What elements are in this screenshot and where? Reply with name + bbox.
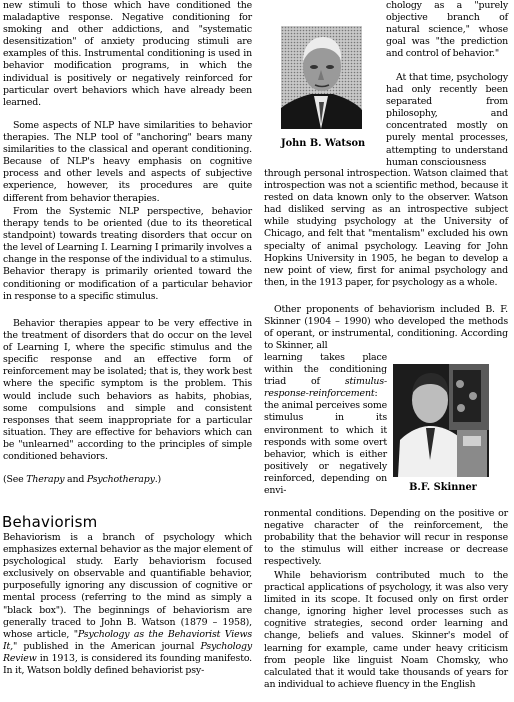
watson-caption: John B. Watson: [281, 138, 366, 149]
watson-portrait-image: [281, 26, 362, 129]
article-title: Psychology as the Behaviorist Views It,: [3, 628, 253, 652]
behaviorism-text-c: in 1913, is considered its founding manifesto. In it, Watson boldly defined behaviorist psy-: [3, 652, 252, 677]
paragraph-nlp-similarities: Some aspects of NLP have similarities to behavior therapies. The NLP tool of "anchoring" bears many similarities to the classical and operant conditioning. Because of NLP's heavy emphasis on cognitive process and other levels and aspects of subjective experience, however, its procedures are quite different from behavior therapies.: [3, 120, 252, 204]
paragraph-behaviorism-limits: While behaviorism contributed much to the practical applications of psychology, it was also very limited in its scope. It focused only on first order change, ignoring higher level processes such as cognitive strategies, second order learning and change, beliefs and values. Skinner's model of learning for example, came under heavy criticism from people like linguist Noam Chomsky, who calculated that it would take thousands of years for an individual to achieve fluency in the English: [264, 570, 508, 690]
see-therapy-link: Therapy: [26, 474, 65, 485]
paragraph-other-proponents: Other proponents of behaviorism included B. F. Skinner (1904 – 1990) who developed the methods of operant, or instrumental, conditioning. According to Skinner, all: [264, 304, 508, 352]
see-also: [3, 474, 252, 486]
paragraph-conditioning: new stimuli to those which have conditioned the maladaptive response. Negative conditioning for smoking and other addictions, and "systematic desensitization" of anxiety producing stimuli are examples of this. Instrumental conditioning is used in behavior modification programs, in which the individual is positively or negatively reinforced for particular overt behaviors which have already been learned.: [3, 0, 252, 108]
paragraph-behavior-therapies: Behavior therapies appear to be very effective in the treatment of disorders that do occur on the level of Learning I, where the specific stimulus and the specific response and an effective form of reinforcement may be isolated; that is, they work best where the specific symptom is the problem. This would include such behaviors as habits, phobias, some compulsions and simple and consistent responses that seem inappropriate for a particular situation. They are effective for behaviors which can be "unlearned" according to the principles of simple conditioned behaviors.: [3, 318, 252, 463]
paragraph-skinner-learning: [264, 352, 387, 497]
behaviorism-text-b: " published in the American journal: [13, 640, 201, 652]
paragraph-introspection-b: through personal introspection. Watson claimed that introspection was not a scientific method, because it rested on data known only to the observer. Watson had disliked serving as an introspective subject while studying psychology at the University of Chicago, and felt that "mentalism" excluded his own specialty of animal psychology. Leaving for John Hopkins University in 1905, he began to develop a new point of view, first for animal psychology and then, in the 1913 paper, for psychology as a whole.: [264, 168, 508, 288]
see-open: (See: [3, 474, 27, 485]
watson-portrait: [281, 26, 362, 129]
paragraph-introspection-a: At that time, psychology had only recently been separated from philosophy, and concentrated mostly on purely mental processes, attempting to understand human consciousness: [386, 72, 508, 168]
paragraph-behaviorism: [3, 532, 252, 677]
see-psychotherapy-link: Psychotherapy: [86, 474, 155, 485]
skinner-text-b: : the animal perceives some stimulus in its environment to which it responds with some overt behavior, which is either positively or negatively reinforced, depending on envi-: [264, 388, 387, 497]
paragraph-reinforcement: ronmental conditions. Depending on the positive or negative character of the reinforcement, the probability that the behavior will recur in response to the stimulus will either increase or decrease respectively.: [264, 508, 508, 568]
see-and: and: [64, 474, 87, 485]
see-close: .): [154, 474, 162, 485]
paragraph-systemic-perspective: From the Systemic NLP perspective, behavior therapy tends to be oriented (due to its theoretical standpoint) towards treating disorders that occur on the level of Learning I. Learning I primarily involves a change in the response of the individual to a stimulus. Behavior therapy is primarily oriented toward the conditioning or modification of a particular behavior in response to a specific stimulus.: [3, 206, 252, 302]
paragraph-watson-goal: chology as a "purely objective branch of natural science," whose goal was "the prediction and control of behavior.": [386, 0, 508, 60]
skinner-portrait-image: [393, 364, 489, 477]
skinner-caption: B.F. Skinner: [409, 482, 477, 493]
section-heading: Behaviorism: [2, 513, 98, 531]
skinner-text-a: learning takes place within the conditioning triad of: [264, 352, 387, 388]
conditioning-triad: stimulus-response-reinforcement: [264, 376, 387, 400]
skinner-portrait: [393, 364, 489, 477]
behaviorism-text-a: Behaviorism is a branch of psychology which emphasizes external behavior as the major element of psychological study. Early behaviorism focused exclusively on observable and quantifiable behavior, purposefully ignoring any discussion of cognitive or mental process (referring to the mind as simply a "black box"). The beginnings of behaviorism are generally traced to John B. Watson (1879 – 1958), whose article, ": [3, 532, 252, 640]
journal-name: Psychology Review: [3, 640, 252, 664]
